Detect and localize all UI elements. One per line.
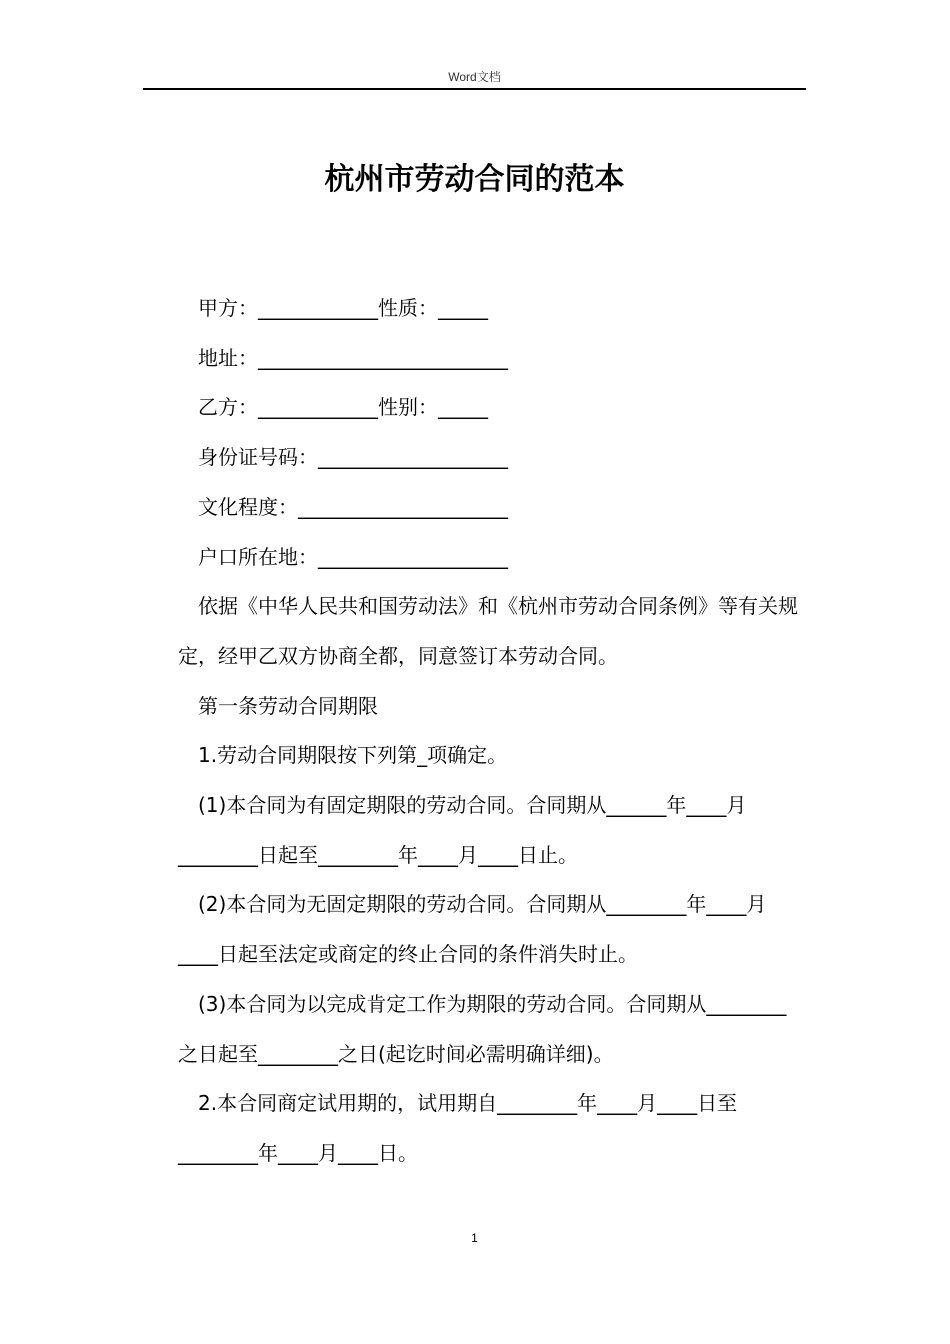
option-3-paragraph: (3)本合同为以完成肯定工作为期限的劳动合同。合同期从________之日起至________之日(起讫时间必需明确详细)。 (178, 991, 787, 1066)
field-party-a: 甲方：____________性质：_____ (198, 296, 488, 320)
field-household-registration: 户口所在地：___________________ (198, 544, 508, 569)
page-number: 1 (471, 1231, 478, 1245)
clause-1: 1.劳动合同期限按下列第_项确定。 (198, 743, 508, 768)
article-one-heading: 第一条劳动合同期限 (198, 693, 378, 718)
field-address: 地址：_________________________ (198, 345, 508, 370)
document-title: 杭州市劳动合同的范本 (324, 162, 625, 197)
page-header (143, 66, 806, 90)
option-2-paragraph: (2)本合同为无固定期限的劳动合同。合同期从________年____月____日起至法定或商定的终止合同的条件消失时止。 (178, 892, 767, 967)
document-body (178, 284, 806, 1179)
clause-2-paragraph: 2.本合同商定试用期的，试用期自________年____月____日至________年____月____日。 (178, 1091, 738, 1165)
field-education: 文化程度：_____________________ (198, 494, 508, 519)
header-text: Word文档 (448, 70, 501, 84)
field-party-b: 乙方：____________性别：_____ (198, 395, 488, 420)
field-id-number: 身份证号码：___________________ (198, 445, 508, 470)
intro-paragraph: 依据《中华人民共和国劳动法》和《杭州市劳动合同条例》等有关规定，经甲乙双方协商全都，同意签订本劳动合同。 (178, 594, 798, 668)
option-1-paragraph: (1)本合同为有固定期限的劳动合同。合同期从______年____月________日起至________年____月____日止。 (178, 793, 747, 867)
